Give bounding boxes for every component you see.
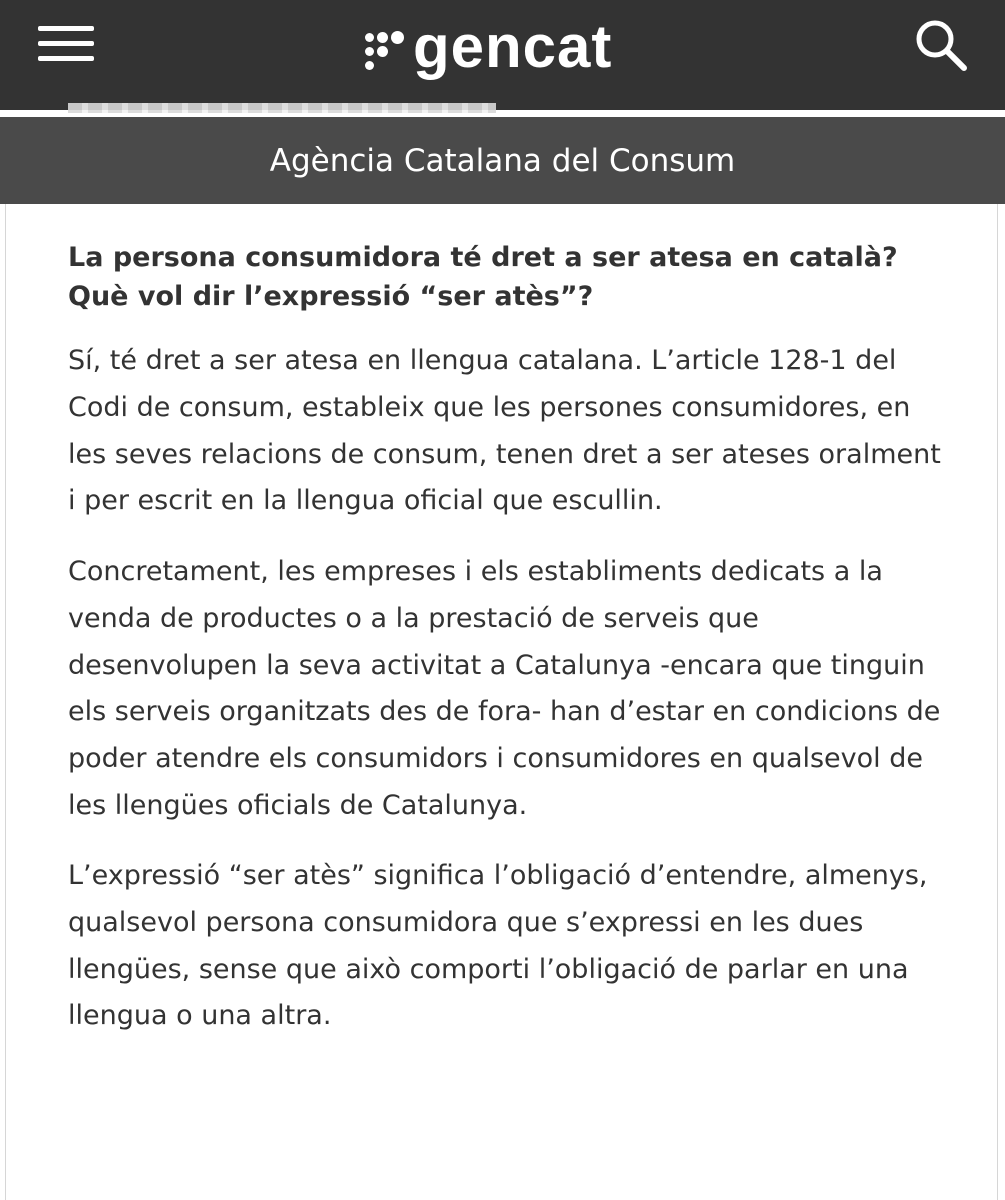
faq-answer-paragraph: Sí, té dret a ser atesa en llengua catalana. L’article 128-1 del Codi de consum, estableix que les persones consumidores, en les seves relacions de consum, tenen dret a ser ateses oralment i per escrit en la llengua oficial que escullin. bbox=[68, 345, 941, 517]
department-title: Agència Catalana del Consum bbox=[269, 142, 736, 179]
faq-answer-paragraph: L’expressió “ser atès” significa l’obligació d’entendre, almenys, qualsevol persona consumidora que s’expressi en les dues llengües, sense que això comporti l’obligació de parlar en una llengua o una altra. bbox=[68, 860, 928, 1032]
menu-line bbox=[38, 41, 94, 46]
gencat-dots-logo-icon bbox=[365, 29, 407, 73]
search-icon[interactable] bbox=[912, 16, 968, 72]
faq-question: La persona consumidora té dret a ser atesa en català? Què vol dir l’expressió “ser atès”? bbox=[68, 242, 898, 313]
department-header[interactable] bbox=[0, 117, 1005, 204]
scrolled-content-remnant bbox=[68, 103, 496, 113]
menu-line bbox=[38, 56, 94, 61]
top-navigation-bar bbox=[0, 0, 1005, 110]
hamburger-menu-icon[interactable] bbox=[38, 22, 96, 66]
faq-article bbox=[68, 238, 948, 1064]
faq-answer-paragraph: Concretament, les empreses i els establiments dedicats a la venda de productes o a la prestació de serveis que desenvolupen la seva activitat a Catalunya -encara que tinguin els serveis organitzats des de fora- han d’estar en condicions de poder atendre els consumidors i consumidores en qualsevol de les llengües oficials de Catalunya. bbox=[68, 556, 941, 821]
gencat-logo[interactable] bbox=[365, 12, 612, 82]
menu-line bbox=[38, 26, 94, 31]
logo-text: gencat bbox=[413, 13, 613, 80]
